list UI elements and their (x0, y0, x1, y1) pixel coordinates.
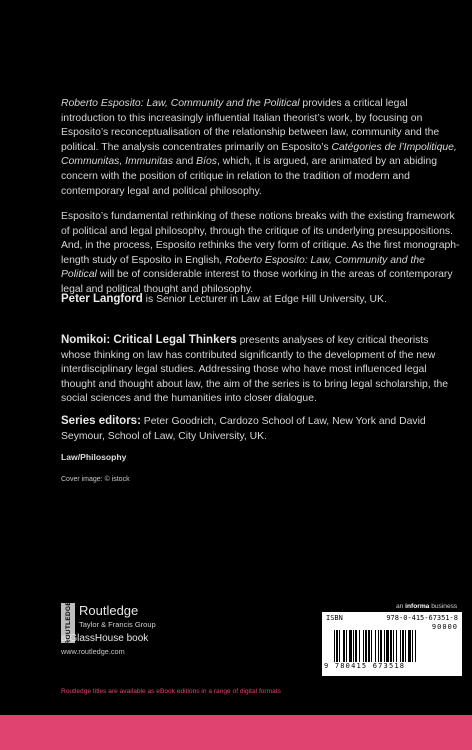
isbn-label: ISBN (326, 614, 343, 622)
barcode-bar (408, 630, 411, 662)
imprint: a GlassHouse book (61, 633, 149, 644)
publisher-name: Routledge (79, 603, 139, 618)
subject-category: Law/Philosophy (61, 452, 127, 462)
isbn-line (326, 614, 458, 622)
informa-suffix: business (429, 603, 458, 610)
barcode-bar (365, 630, 367, 662)
price-code: 90000 (431, 623, 458, 631)
barcode-bar (355, 630, 357, 662)
publisher-url: www.routledge.com (61, 647, 125, 656)
barcode-bar (380, 630, 382, 662)
barcode-digits: 9 780415 673518 (324, 662, 406, 670)
ebook-note: Routledge titles are available as eBook editions in a range of digital formats (61, 688, 281, 695)
series-text: presents analyses of key critical theorists whose thinking on law has contributed significantly to the development of the new interdisciplinary legal studies. Addressing those who have most influenced legal thought and thought about law, the aim of the series is to bring legal scholarship, the social sciences and the humanities into closer dialogue. (61, 335, 449, 405)
isbn-number: 978-0-415-67351-8 (386, 614, 458, 622)
description-text: Esposito’s fundamental rethinking of these notions breaks with the existing framework of political and legal philosophy, through the critique of its underlying presuppositions. And, in the process, Esposito rethinks the very form of critique. As the first monograph-length study of Esposito in English, (61, 211, 460, 266)
logo-text: ROUTLEDGE (64, 601, 72, 645)
barcode-bar (334, 630, 335, 662)
series-name: Nomikoi: Critical Legal Thinkers (61, 334, 237, 346)
series-editors-text: Peter Goodrich, Cardozo School of Law, New York and David Seymour, School of Law, City University, UK. (61, 416, 426, 442)
barcode-bars (334, 630, 454, 662)
description-text: will be of considerable interest to those working in the areas of contemporary legal and political thought and philosophy. (61, 269, 453, 295)
barcode-bar (336, 630, 338, 662)
description-paragraph-1 (61, 97, 461, 199)
publisher-group: Taylor & Francis Group (79, 620, 156, 629)
cover-image-credit: Cover image: © istock (61, 476, 130, 483)
informa-brand: informa (405, 603, 430, 610)
isbn-barcode (322, 612, 462, 676)
description-text: , which, it is argued, are animated by an abiding concern with the position of critique in relation to the tradition of modern and contemporary legal and political philosophy. (61, 156, 438, 197)
barcode-bar (371, 630, 372, 662)
barcode-bar (339, 630, 340, 662)
informa-prefix: an (396, 603, 406, 610)
barcode-bar (343, 630, 345, 662)
book-title-italic: Roberto Esposito: Law, Community and the Political (61, 254, 425, 281)
author-name: Peter Langford (61, 293, 143, 305)
barcode-bar (375, 630, 376, 662)
author-bio (61, 292, 461, 308)
informa-business (396, 603, 457, 610)
barcode-bar (405, 630, 406, 662)
description-text: and (173, 156, 197, 168)
works-italic: Catégories de l’Impolitique, Communitas, Immunitas (61, 141, 457, 168)
author-bio-text: is Senior Lecturer in Law at Edge Hill University, UK. (142, 294, 387, 305)
barcode-bar (359, 630, 360, 662)
description-paragraph-2 (61, 210, 461, 298)
barcode-bar (386, 630, 389, 662)
bottom-color-band (0, 715, 472, 750)
barcode-bar (390, 630, 392, 662)
barcode-bar (353, 630, 354, 662)
barcode-graphic (334, 630, 454, 662)
description-text: provides a critical legal introduction to this increasingly influential Italian theorist’s work, by focusing on Esposito’s reconceptualisation of the relationship between law, community and the political. The analysis concentrates primarily on Esposito’s (61, 98, 440, 153)
barcode-bar (402, 630, 404, 662)
barcode-bar (400, 630, 401, 662)
series-editors-label: Series editors: (61, 415, 141, 427)
barcode-bar (349, 630, 352, 662)
barcode-bar (378, 630, 379, 662)
barcode-bar (412, 630, 413, 662)
works-italic: Bíos (196, 156, 217, 168)
barcode-bar (368, 630, 370, 662)
series-editors (61, 414, 461, 444)
book-title-italic: Roberto Esposito: Law, Community and the Political (61, 98, 300, 109)
barcode-bar (363, 630, 364, 662)
barcode-bar (384, 630, 385, 662)
barcode-bar (415, 630, 416, 662)
barcode-bar (393, 630, 394, 662)
barcode-bar (346, 630, 347, 662)
series-description (61, 333, 461, 407)
barcode-bar (396, 630, 397, 662)
